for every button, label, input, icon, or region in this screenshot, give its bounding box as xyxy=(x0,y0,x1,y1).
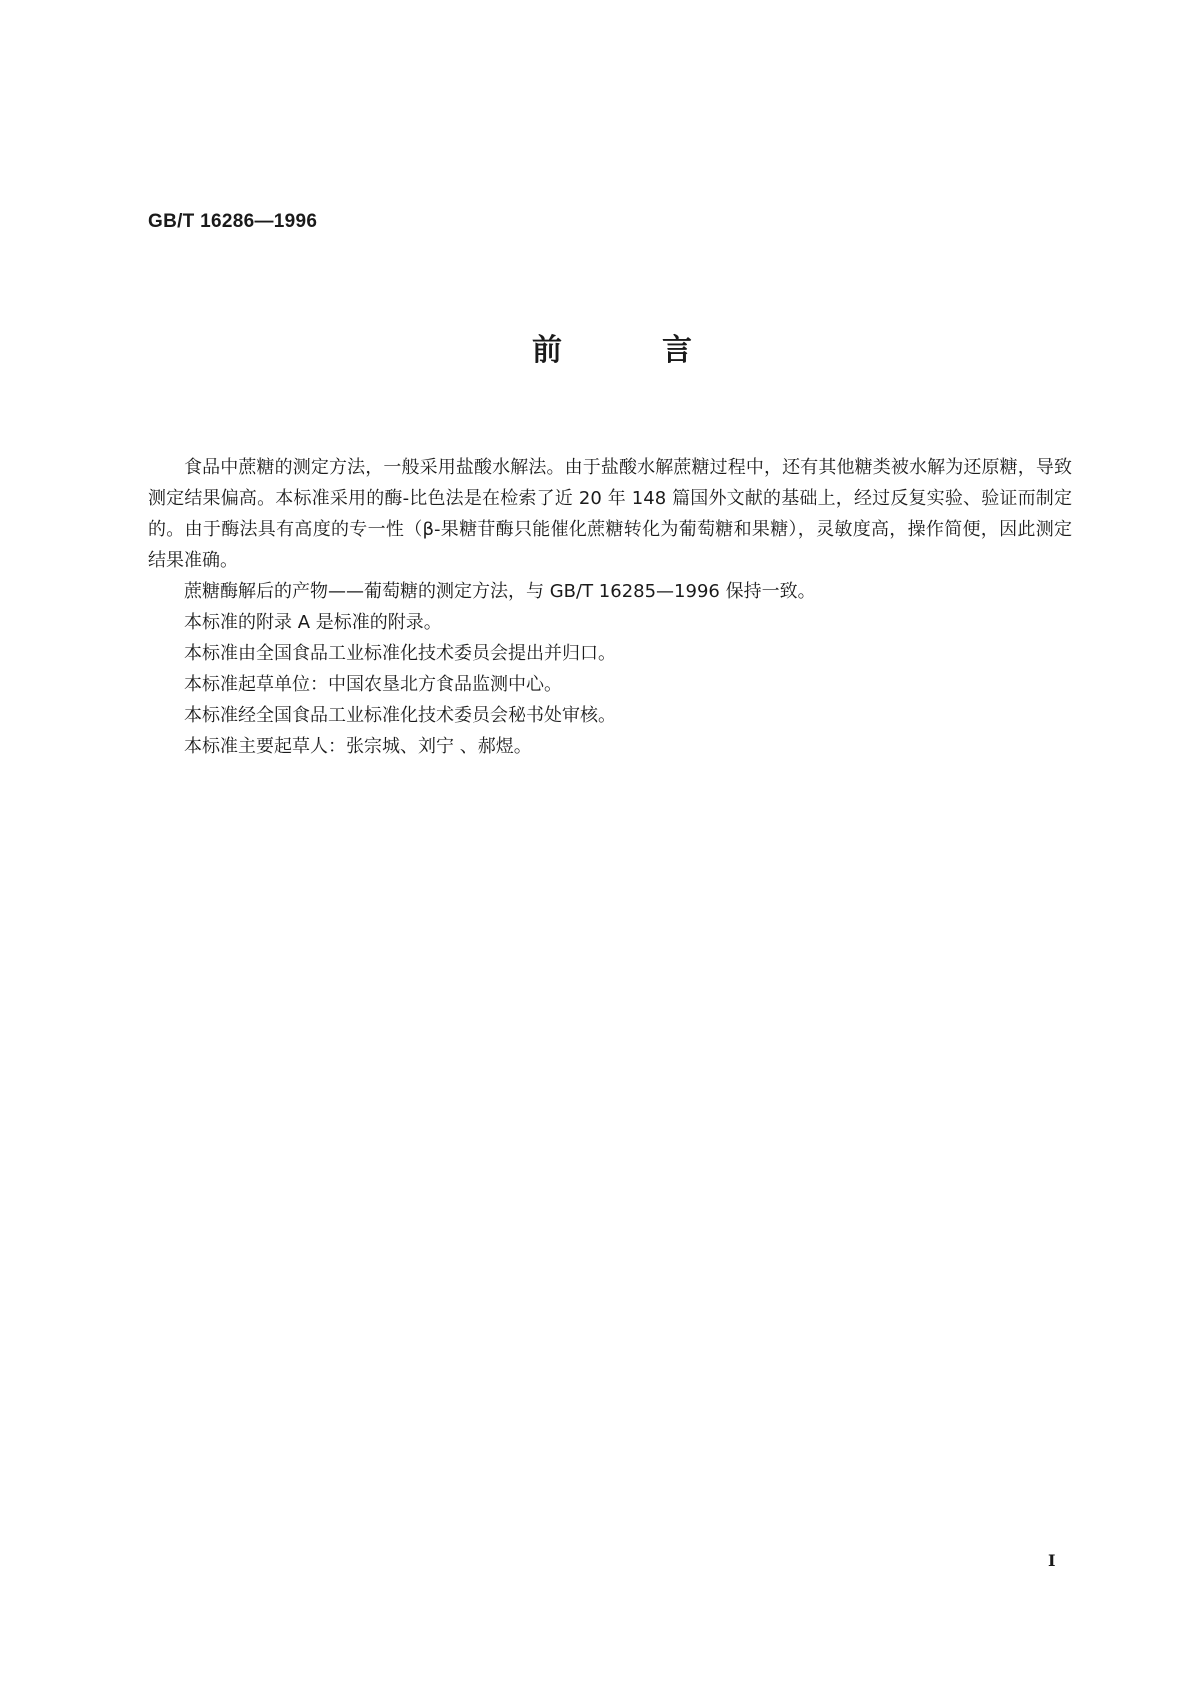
standard-code: GB/T 16286—1996 xyxy=(148,211,318,232)
title-char-2: 言 xyxy=(662,333,692,368)
title-char-1: 前 xyxy=(532,333,562,368)
paragraph: 本标准由全国食品工业标准化技术委员会提出并归口。 xyxy=(184,643,616,664)
page-number: I xyxy=(1048,1551,1056,1570)
paragraph: 食品中蔗糖的测定方法，一般采用盐酸水解法。由于盐酸水解蔗糖过程中，还有其他糖类被水解为还原糖，导致测定结果偏高。本标准采用的酶-比色法是在检索了近 20 年 148 篇国外文献的基础上，经过反复实验、验证而制定的。由于酶法具有高度的专一性（β-果糖苷酶只能催化蔗糖转化为葡萄糖和果糖），灵敏度高，操作简便，因此测定结果准确。 xyxy=(148,457,1072,571)
foreword-body xyxy=(148,452,1072,762)
paragraph: 本标准经全国食品工业标准化技术委员会秘书处审核。 xyxy=(184,705,616,726)
paragraph: 本标准起草单位：中国农垦北方食品监测中心。 xyxy=(184,674,562,695)
paragraph: 本标准主要起草人：张宗城、刘宁 、郝煜。 xyxy=(184,736,532,757)
page-title xyxy=(532,325,692,369)
paragraph: 本标准的附录 A 是标准的附录。 xyxy=(184,612,442,633)
paragraph: 蔗糖酶解后的产物——葡萄糖的测定方法，与 GB/T 16285—1996 保持一致。 xyxy=(184,581,816,602)
